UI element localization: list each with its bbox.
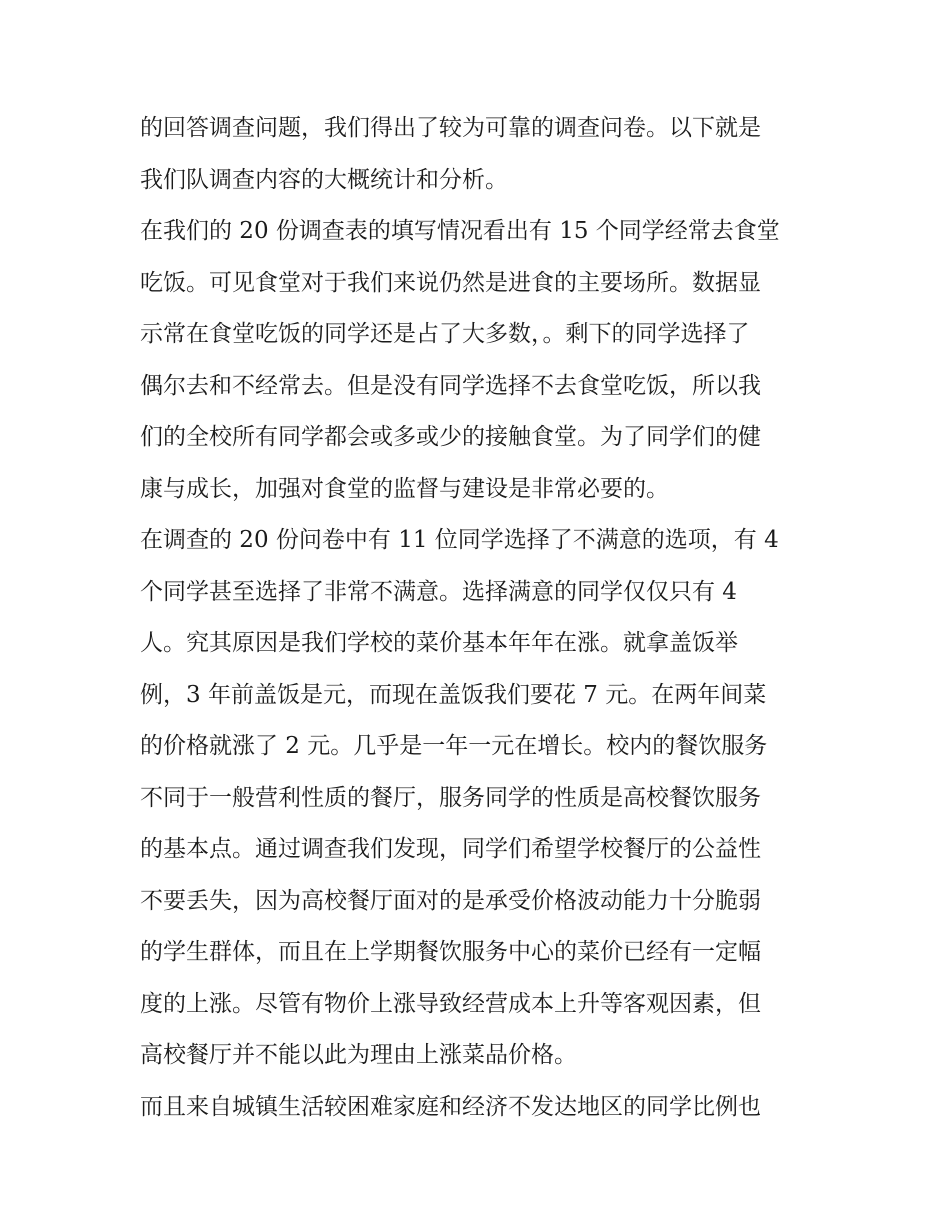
- text-line: 在我们的 20 份调查表的填写情况看出有 15 个同学经常去食堂: [140, 218, 780, 244]
- text-line: 的价格就涨了 2 元。几乎是一年一元在增长。校内的餐饮服务: [140, 733, 768, 759]
- text-line: 人。究其原因是我们学校的菜价基本年年在涨。就拿盖饭举: [140, 630, 738, 656]
- text-line: 高校餐厅并不能以此为理由上涨菜品价格。: [140, 1042, 577, 1068]
- text-line: 的学生群体，而且在上学期餐饮服务中心的菜价已经有一定幅: [140, 939, 761, 965]
- text-line: 示常在食堂吃饭的同学还是占了大多数，。剩下的同学选择了: [140, 321, 750, 347]
- text-line: 不要丢失，因为高校餐厅面对的是承受价格波动能力十分脆弱: [140, 887, 761, 914]
- text-line: 个同学甚至选择了非常不满意。选择满意的同学仅仅只有 4: [140, 578, 737, 605]
- text-line: 在调查的 20 份问卷中有 11 位同学选择了不满意的选项，有 4: [140, 527, 779, 553]
- text-line: 例，3 年前盖饭是元，而现在盖饭我们要花 7 元。在两年间菜: [140, 681, 767, 708]
- text-line: 度的上涨。尽管有物价上涨导致经营成本上升等客观因素，但: [140, 990, 761, 1017]
- document-body: [140, 103, 820, 1133]
- text-line: 而且来自城镇生活较困难家庭和经济不发达地区的同学比例也: [140, 1093, 761, 1120]
- text-line: 的回答调查问题，我们得出了较为可靠的调查问卷。以下就是: [140, 115, 761, 141]
- text-line: 偶尔去和不经常去。但是没有同学选择不去食堂吃饭，所以我: [140, 372, 761, 399]
- text-line: 吃饭。可见食堂对于我们来说仍然是进食的主要场所。数据显: [140, 269, 761, 296]
- text-line: 不同于一般营利性质的餐厅，服务同学的性质是高校餐饮服务: [140, 784, 761, 811]
- text-line: 康与成长，加强对食堂的监督与建设是非常必要的。: [140, 475, 669, 502]
- text-line: 我们队调查内容的大概统计和分析。: [140, 166, 508, 193]
- text-line: 的基本点。通过调查我们发现，同学们希望学校餐厅的公益性: [140, 836, 761, 862]
- text-line: 们的全校所有同学都会或多或少的接触食堂。为了同学们的健: [140, 424, 761, 450]
